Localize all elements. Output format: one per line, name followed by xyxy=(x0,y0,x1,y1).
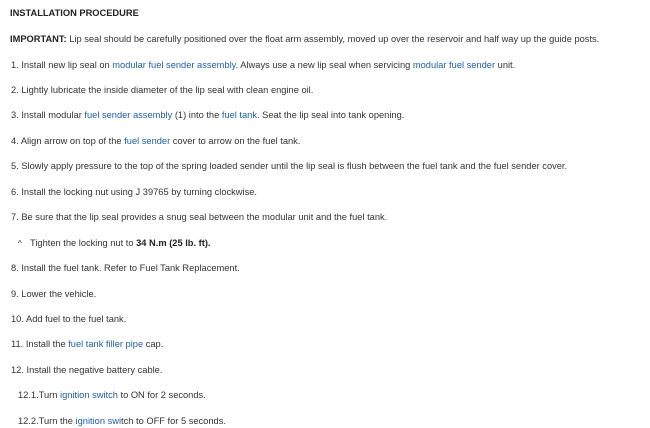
link-modular-fuel-sender-assembly[interactable]: modular fuel sender assembly xyxy=(112,60,236,70)
step-10 xyxy=(11,313,126,325)
step-text: 2. Lightly lubricate the inside diameter of the lip seal with clean engine oil. xyxy=(11,85,314,95)
important-label: IMPORTANT: xyxy=(10,34,67,44)
step-12 xyxy=(11,364,162,376)
step-text: cover to arrow on the fuel tank. xyxy=(170,136,301,146)
link-fuel-tank[interactable]: fuel tank xyxy=(221,110,258,120)
step-4 xyxy=(11,135,300,147)
important-note xyxy=(10,33,599,45)
step-text: 1. Install new lip seal on xyxy=(11,60,113,70)
step-2 xyxy=(11,84,313,96)
step-text: 11. Install the xyxy=(11,339,69,349)
step-text: 7. Be sure that the lip seal provides a snug seal between the modular unit and the fuel tank. xyxy=(11,212,388,222)
step-text: 12. Install the negative battery cable. xyxy=(11,365,163,375)
step-text: tch to OFF for 5 seconds. xyxy=(121,416,226,426)
important-text: Lip seal should be carefully positioned over the float arm assembly, moved up over the reservoir and half way up the guide posts. xyxy=(66,34,600,44)
step-8 xyxy=(11,262,240,274)
step-text: 9. Lower the vehicle. xyxy=(11,289,97,299)
step-text: 10. Add fuel to the fuel tank. xyxy=(11,314,127,324)
step-6 xyxy=(11,186,257,198)
step-text: to ON for 2 seconds. xyxy=(117,390,206,400)
step-text: 8. Install the fuel tank. Refer to Fuel Tank Replacement. xyxy=(11,263,240,273)
caret-up-icon: ^ xyxy=(18,239,22,248)
step-12-1 xyxy=(18,389,206,401)
step-text: . Always use a new lip seal when servicing xyxy=(235,60,413,70)
tighten-note xyxy=(18,237,211,250)
step-5 xyxy=(11,160,567,172)
step-text: . Seat the lip seal into tank opening. xyxy=(257,110,405,120)
link-fuel-sender[interactable]: fuel sender xyxy=(124,136,171,146)
step-text: 12.1.Turn xyxy=(18,390,61,400)
link-fuel-tank-filler-pipe[interactable]: fuel tank filler pipe xyxy=(68,339,144,349)
step-11 xyxy=(11,338,163,350)
step-7 xyxy=(11,211,387,223)
step-text: 3. Install modular xyxy=(11,110,85,120)
section-title: INSTALLATION PROCEDURE xyxy=(10,8,139,18)
step-12-2 xyxy=(18,415,226,427)
link-modular-fuel-sender[interactable]: modular fuel sender xyxy=(412,60,496,70)
step-text: 5. Slowly apply pressure to the top of the spring loaded sender until the lip seal is flush between the fuel tank and the fuel sender cover. xyxy=(11,161,568,171)
link-fuel-sender-assembly[interactable]: fuel sender assembly xyxy=(84,110,173,120)
step-text: 6. Install the locking nut using J 39765 by turning clockwise. xyxy=(11,187,257,197)
step-text: Tighten the locking nut to xyxy=(30,238,137,248)
link-ignition-switch-2[interactable]: ignition swi xyxy=(75,416,122,426)
step-text: (1) into the xyxy=(172,110,222,120)
step-9 xyxy=(11,288,96,300)
link-ignition-switch[interactable]: ignition switch xyxy=(60,390,118,400)
step-3 xyxy=(11,109,404,121)
step-text: cap. xyxy=(143,339,164,349)
step-1 xyxy=(11,59,515,71)
step-text: 12.2.Turn the xyxy=(18,416,76,426)
step-text: 4. Align arrow on top of the xyxy=(11,136,125,146)
torque-value: 34 N.m (25 lb. ft). xyxy=(136,238,211,248)
step-text: unit. xyxy=(495,60,516,70)
